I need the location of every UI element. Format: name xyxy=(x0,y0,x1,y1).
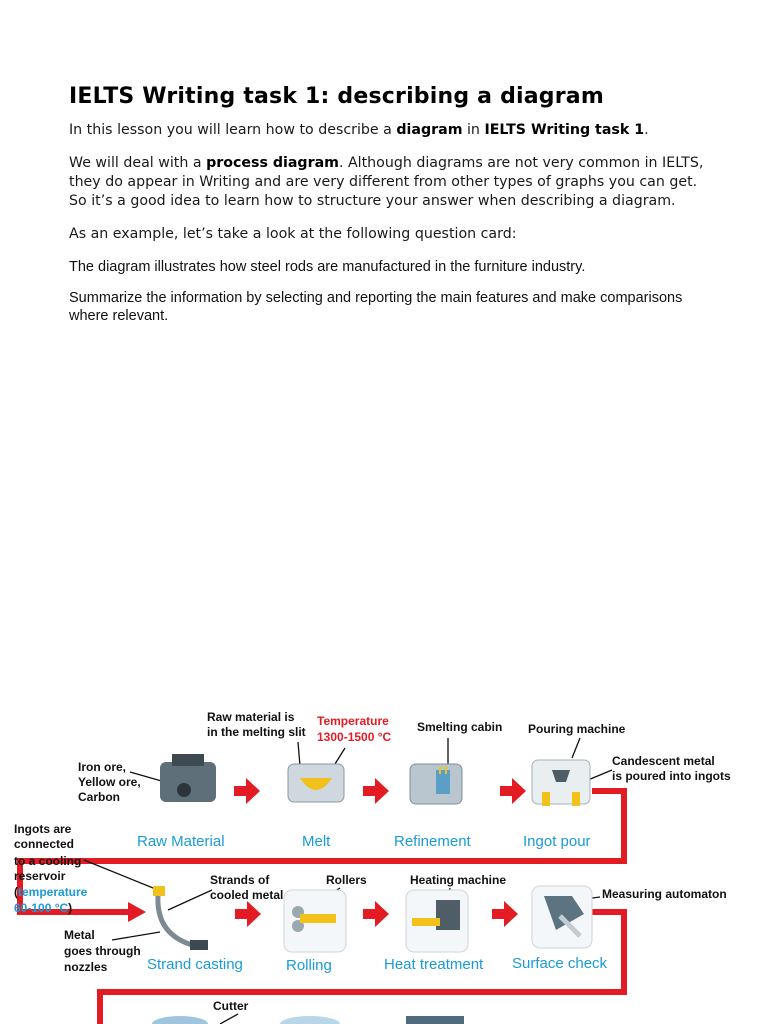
label-ingots-1: Ingots are xyxy=(14,822,72,836)
diagram-graphics xyxy=(0,700,768,1024)
label-metal-1: Metal xyxy=(64,928,95,942)
label-cutter: Cutter xyxy=(213,999,249,1013)
intro-text: In this lesson you will learn how to describe a xyxy=(69,122,397,138)
label-ingots-2: connected xyxy=(14,837,75,851)
label-ingots-3: to a cooling xyxy=(14,854,82,868)
label-measuring-automaton: Measuring automaton xyxy=(602,887,727,901)
pointer-strands xyxy=(168,890,212,910)
step-raw-material: Raw Material xyxy=(137,833,225,850)
heat-treatment-illustration xyxy=(406,890,468,952)
label-metal-3: nozzles xyxy=(64,960,108,974)
step-melt: Melt xyxy=(302,833,331,850)
step-arrow-3 xyxy=(500,778,526,804)
pointer-pouring-machine xyxy=(572,738,580,758)
label-candescent-2: is poured into ingots xyxy=(612,769,731,783)
paren-close: ) xyxy=(68,901,73,915)
label-carbon: Carbon xyxy=(78,790,120,804)
question-card-line-1: The diagram illustrates how steel rods are manufactured in the furniture industry. xyxy=(69,259,586,275)
label-heating-machine: Heating machine xyxy=(410,873,507,887)
intro-bold-task: IELTS Writing task 1 xyxy=(484,122,645,138)
intro-text: in xyxy=(462,122,485,138)
surface-check-illustration xyxy=(532,886,592,948)
process-paragraph xyxy=(69,154,709,211)
process-bold: process diagram xyxy=(206,155,339,171)
page-title: IELTS Writing task 1: describing a diagram xyxy=(69,84,604,109)
document xyxy=(69,84,709,338)
step-arrow-2 xyxy=(363,778,389,804)
rolling-illustration xyxy=(284,890,346,952)
step-arrow-4 xyxy=(235,901,261,927)
step-heat-treatment: Heat treatment xyxy=(384,956,484,973)
label-temperature: Temperature xyxy=(317,714,389,728)
example-paragraph: As an example, let’s take a look at the following question card: xyxy=(69,226,517,242)
label-ingots-4: reservoir xyxy=(14,869,66,883)
process-text: We will deal with a xyxy=(69,155,207,171)
label-pouring-machine: Pouring machine xyxy=(528,722,626,736)
step-arrow-5 xyxy=(363,901,389,927)
question-card-line-2: Summarize the information by selecting and reporting the main features and make comparisons where relevant. xyxy=(69,290,683,324)
step-arrow-1 xyxy=(234,778,260,804)
pointer-candescent xyxy=(588,770,612,780)
pointer-cutter xyxy=(220,1014,238,1024)
label-raw-material-is: Raw material is xyxy=(207,710,295,724)
paren-open: ( xyxy=(14,885,18,899)
ingots-temp-range: 60-100 °C xyxy=(14,901,69,915)
connector-arrow-1 xyxy=(128,902,146,922)
pointer-melting-slit xyxy=(298,742,300,766)
refinement-illustration xyxy=(410,764,462,804)
pointer-nozzles xyxy=(112,932,160,940)
label-smelting-cabin: Smelting cabin xyxy=(417,720,503,734)
intro-text: . xyxy=(644,122,649,138)
step-surface-check: Surface check xyxy=(512,955,608,972)
intro-paragraph xyxy=(69,121,709,140)
label-temperature-range: 1300-1500 °C xyxy=(317,730,392,744)
intro-bold-diagram: diagram xyxy=(396,122,463,138)
ingot-pour-illustration xyxy=(532,760,590,806)
step-arrow-6 xyxy=(492,901,518,927)
step-refinement: Refinement xyxy=(394,833,471,850)
label-strands-2: cooled metal xyxy=(210,888,284,902)
pointer-ingots xyxy=(84,860,158,890)
label-ingots-temperature xyxy=(14,885,87,899)
label-candescent-1: Candescent metal xyxy=(612,754,715,768)
step-rolling: Rolling xyxy=(286,957,332,974)
step-strand-casting: Strand casting xyxy=(147,956,243,973)
process-text: . Although diagrams are not very common in IELTS, they do appear in Writing and are very different from other types of graphs you can get. So it’s a good idea to learn how to structure your answer when describing a diagram. xyxy=(69,155,704,209)
label-iron-ore: Iron ore, xyxy=(78,760,127,774)
step-ingot-pour: Ingot pour xyxy=(523,833,591,850)
label-yellow-ore: Yellow ore, xyxy=(78,775,141,789)
raw-material-illustration xyxy=(160,754,216,802)
label-rollers: Rollers xyxy=(326,873,367,887)
ingots-temp-word: temperature xyxy=(18,885,88,899)
process-diagram xyxy=(0,700,768,1024)
melt-illustration xyxy=(288,764,344,802)
label-ingots-temperature-range xyxy=(14,901,72,915)
label-metal-2: goes through xyxy=(64,944,141,958)
row-3-illustrations xyxy=(152,1016,464,1024)
label-strands-1: Strands of xyxy=(210,873,270,887)
label-in-melting-slit: in the melting slit xyxy=(207,725,306,739)
